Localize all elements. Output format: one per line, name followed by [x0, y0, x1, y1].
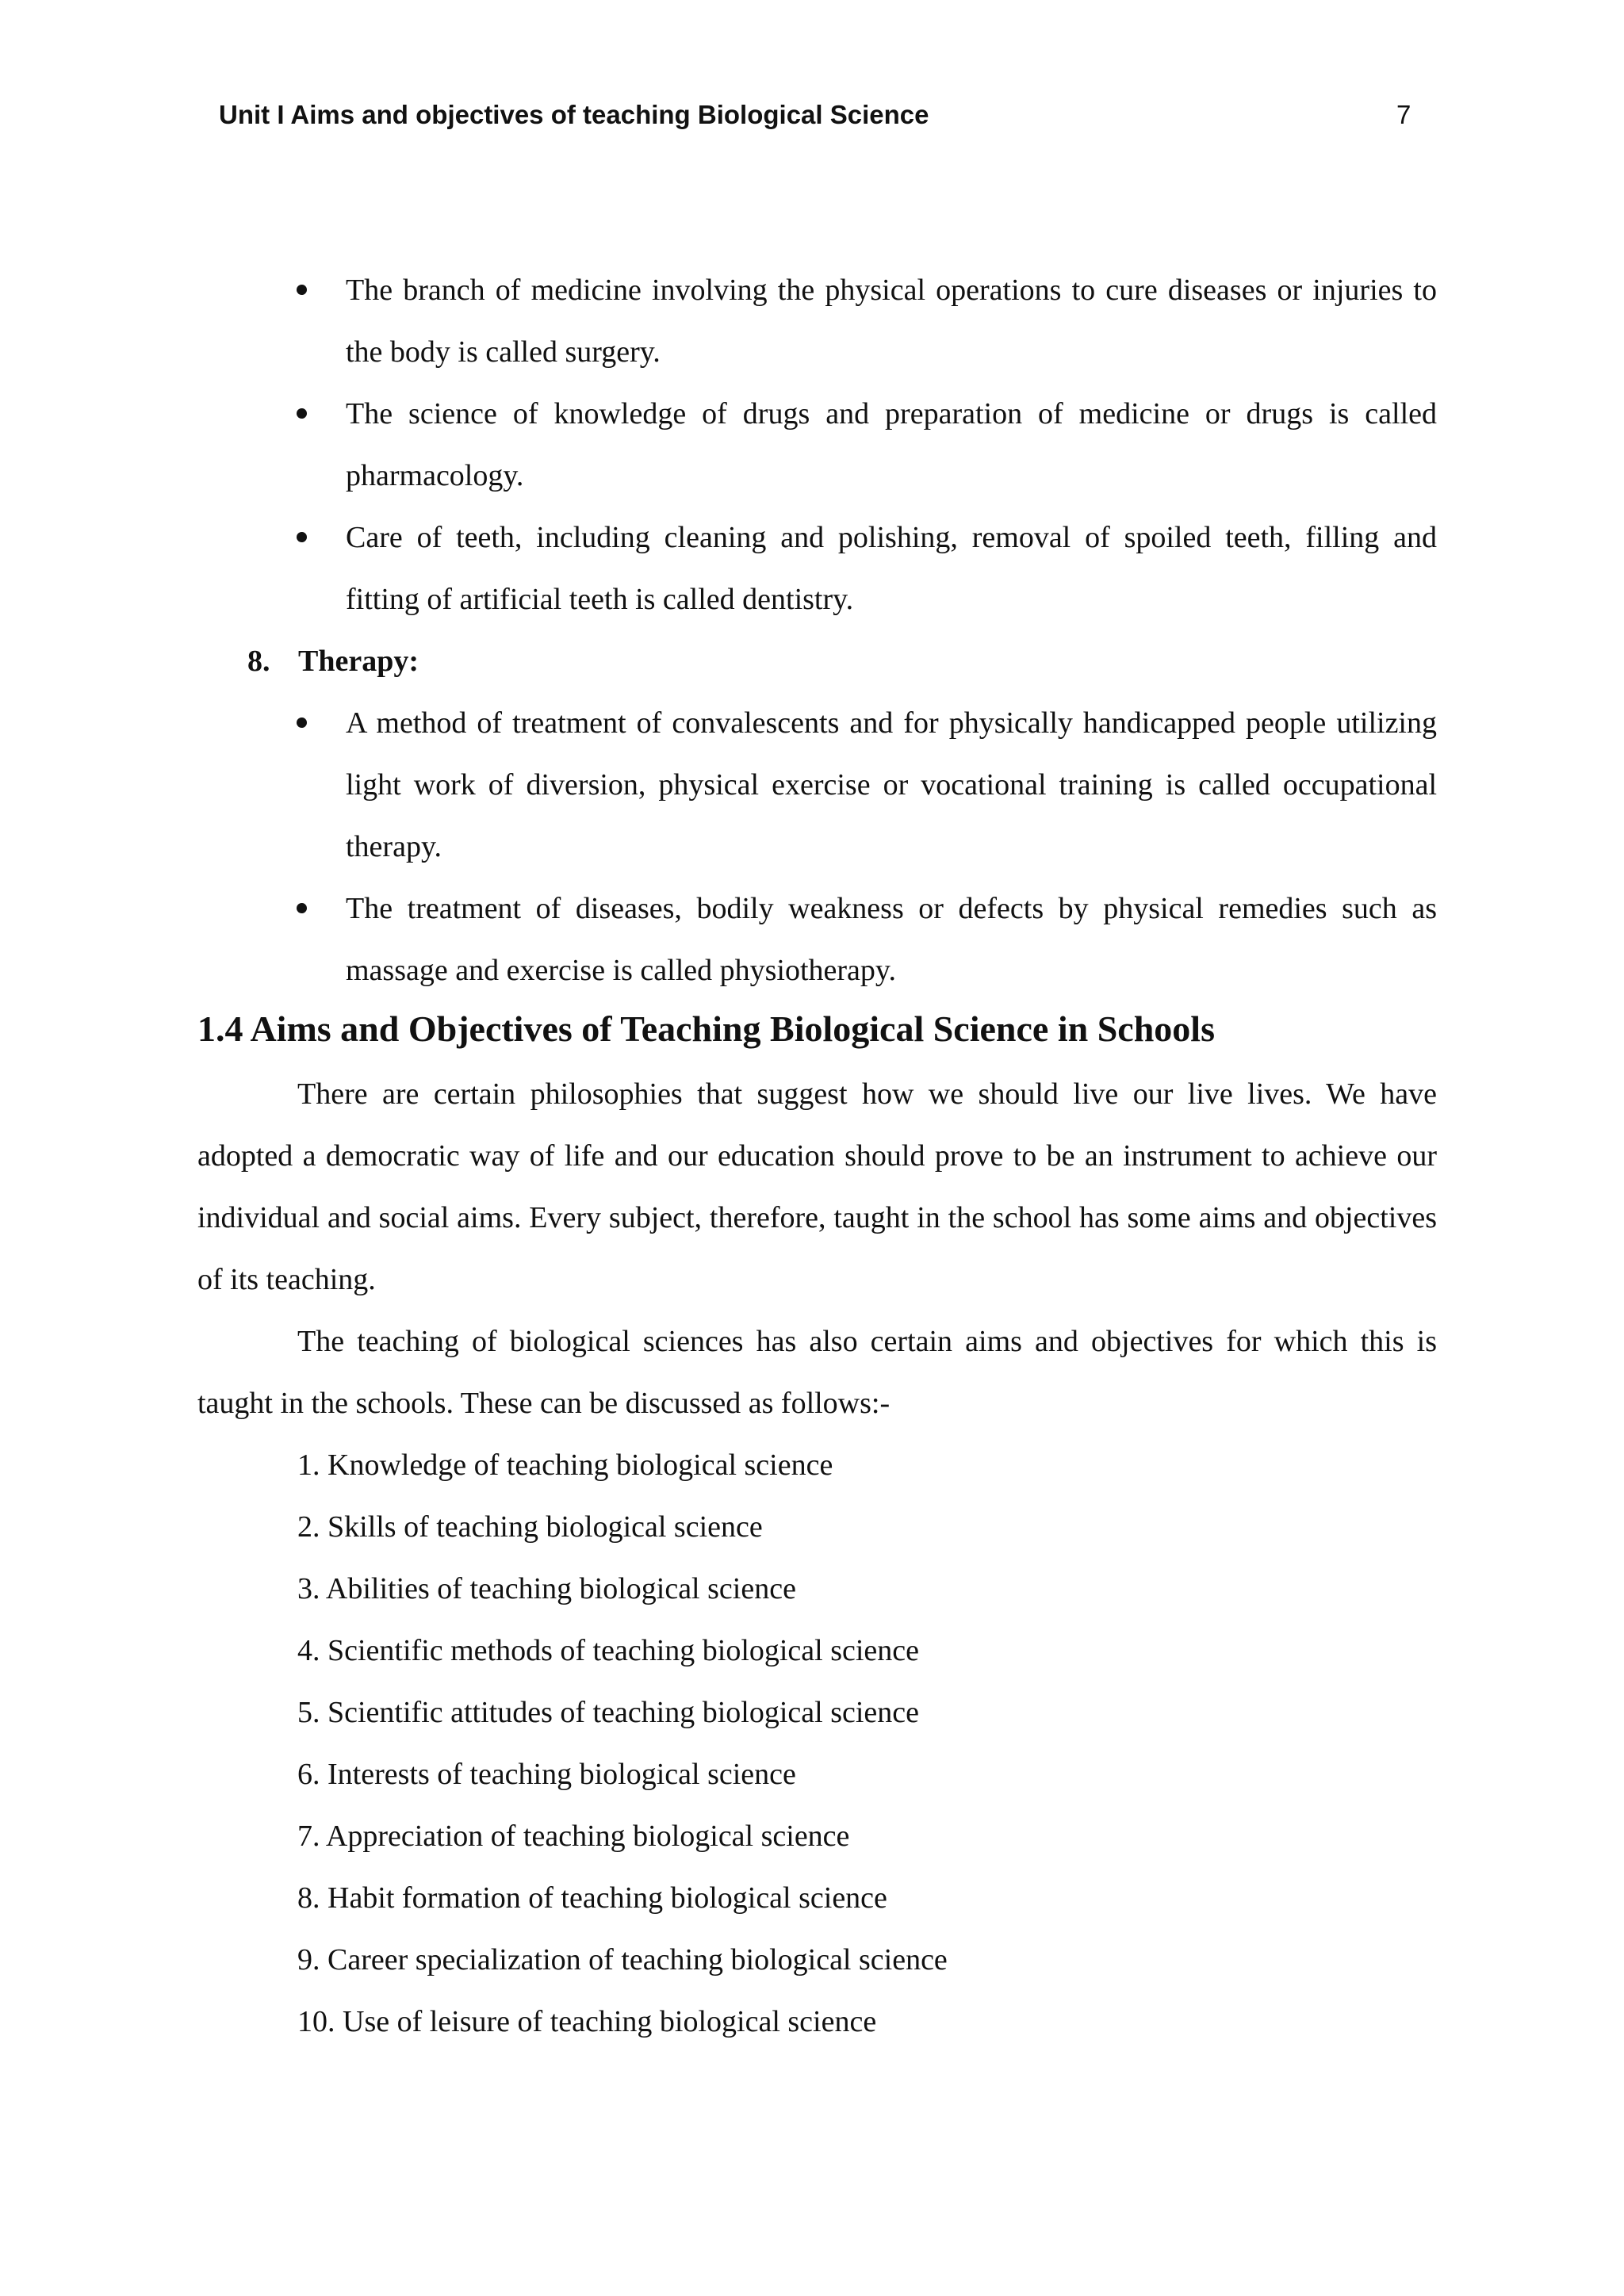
section-heading: 1.4 Aims and Objectives of Teaching Biological Science in Schools — [197, 1008, 1215, 1049]
running-header-title: Unit I Aims and objectives of teaching Biological Science — [219, 100, 929, 129]
running-header — [219, 100, 1424, 138]
aim-list-item: 7. Appreciation of teaching biological science — [297, 1820, 850, 1853]
aim-list-item: 8. Habit formation of teaching biological science — [297, 1881, 887, 1915]
paragraph: The teaching of biological sciences has also certain aims and objectives for which this is taught in the schools. These can be discussed as follows:- — [197, 1325, 1437, 1420]
page-number: 7 — [1396, 100, 1411, 129]
bullet-icon — [295, 259, 314, 321]
list-item: The branch of medicine involving the physical operations to cure diseases or injuries to the body is called surgery. — [346, 274, 1437, 369]
list-item: Care of teeth, including cleaning and polishing, removal of spoiled teeth, filling and fitting of artificial teeth is called dentistry. — [346, 521, 1437, 616]
aim-list-item: 3. Abilities of teaching biological science — [297, 1572, 796, 1605]
paragraph: There are certain philosophies that suggest how we should live our live lives. We have adopted a democratic way of life and our education should prove to be an instrument to achieve our individual and social aims. Every subject, therefore, taught in the school has some aims and objectives of its teaching. — [197, 1077, 1437, 1296]
bullet-icon — [295, 878, 314, 939]
therapy-title: Therapy: — [298, 645, 419, 678]
list-item: The treatment of diseases, bodily weakness or defects by physical remedies such as massage and exercise is called physiotherapy. — [346, 892, 1437, 987]
aim-list-item: 5. Scientific attitudes of teaching biological science — [297, 1696, 920, 1729]
bullet-icon — [295, 383, 314, 445]
aim-list-item: 9. Career specialization of teaching biological science — [297, 1943, 948, 1976]
therapy-heading — [247, 630, 419, 692]
bullet-icon — [295, 507, 314, 568]
aim-list-item: 2. Skills of teaching biological science — [297, 1510, 763, 1544]
aim-list-item: 6. Interests of teaching biological science — [297, 1758, 796, 1791]
list-item: A method of treatment of convalescents and for physically handicapped people utilizing light work of diversion, physical exercise or vocational training is called occupational therapy. — [346, 706, 1437, 863]
bullet-icon — [295, 692, 314, 754]
therapy-number: 8. — [247, 645, 270, 678]
list-item: The science of knowledge of drugs and preparation of medicine or drugs is called pharmacology. — [346, 397, 1437, 492]
aim-list-item: 4. Scientific methods of teaching biological science — [297, 1634, 920, 1667]
aim-list-item: 10. Use of leisure of teaching biological science — [297, 2005, 877, 2038]
aim-list-item: 1. Knowledge of teaching biological science — [297, 1448, 833, 1482]
